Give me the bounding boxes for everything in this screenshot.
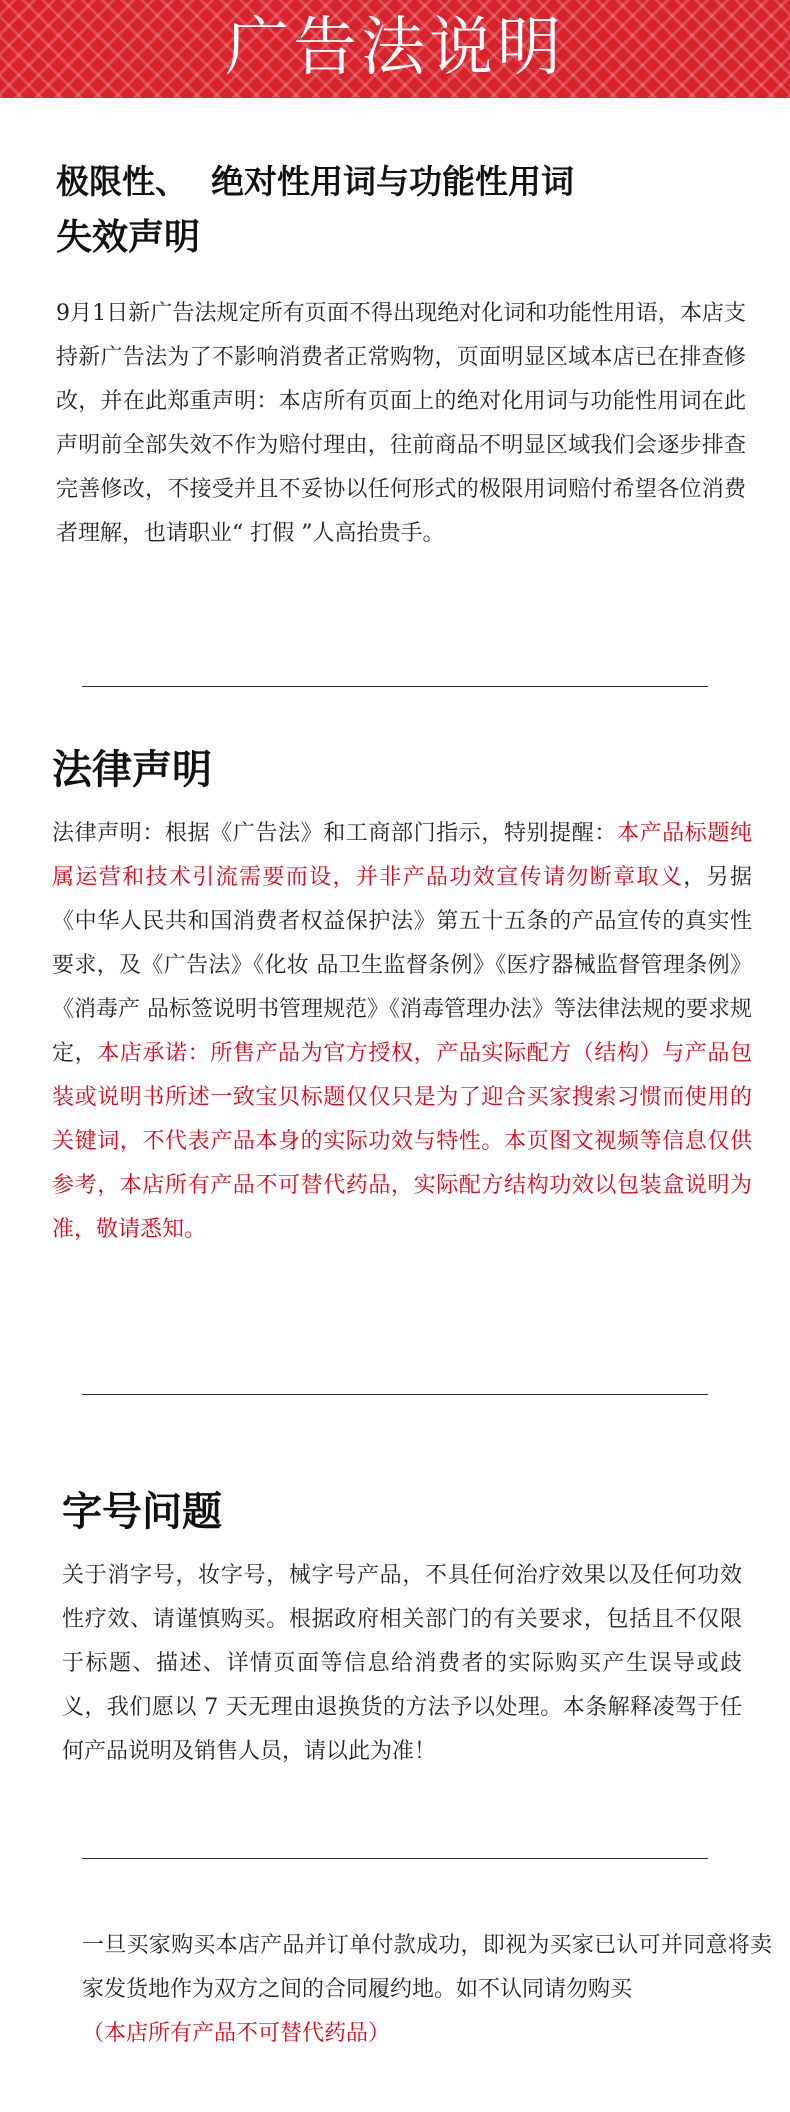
section4-red-note: （本店所有产品不可替代药品） bbox=[82, 2021, 391, 2046]
header-banner bbox=[0, 0, 790, 98]
section1-heading-line2: 失效声明 bbox=[56, 217, 201, 258]
section3-heading: 字号问题 bbox=[62, 1489, 222, 1535]
divider-3 bbox=[82, 1858, 708, 1859]
section1-heading-line1: 极限性、 绝对性用词与功能性用词 bbox=[56, 162, 574, 201]
section2-heading: 法律声明 bbox=[52, 747, 212, 793]
section3-body: 关于消字号，妆字号，械字号产品，不具任何治疗效果以及任何功效性疗效、请谨慎购买。根据政府相关部门的有关要求，包括且不仅限于标题、描述、详情页面等信息给消费者的实际购买产生误导或歧义，我们愿以 7 天无理由退换货的方法予以处理。本条解释凌驾于任何产品说明及销售人员，请以此为准！ bbox=[62, 1563, 742, 1764]
banner-title: 广告法说明 bbox=[225, 11, 565, 85]
section4-body bbox=[82, 1924, 772, 2056]
section2-body-part3: ，另据《中华人民共和国消费者权益保护法》第五十五条的产品宣传的真实性要求，及《广告法》《化妆 品卫生监督条例》《医疗器械监督管理条例》《消毒产 品标签说明书管理规范》《消毒管理办法》等法律法规的要求规定， bbox=[52, 865, 752, 1066]
section2-body-red1: 本产品标题纯属运营和技术引流需要而设，并非产品功效宣传请勿断章取义 bbox=[52, 821, 752, 890]
section2-body bbox=[52, 812, 752, 1252]
section2-body-red2: 本店承诺：所售产品为官方授权，产品实际配方（结构）与产品包装或说明书所述一致宝贝标题仅仅只是为了迎合买家搜索习惯而使用的关键词，不代表产品本身的实际功效与特性。本页图文视频等信息仅供参考，本店所有产品不可替代药品，实际配方结构功效以包装盒说明为准，敬请悉知。 bbox=[52, 1041, 752, 1242]
divider-2 bbox=[82, 1394, 708, 1395]
section2-body-part1: 法律声明：根据《广告法》和工商部门指示，特别提醒： bbox=[52, 821, 617, 846]
divider-1 bbox=[82, 686, 708, 687]
section4-text: 一旦买家购买本店产品并订单付款成功，即视为买家已认可并同意将卖家发货地作为双方之间的合同履约地。如不认同请勿购买 bbox=[82, 1933, 772, 2002]
section1-body: 9月1日新广告法规定所有页面不得出现绝对化词和功能性用语，本店支持新广告法为了不影响消费者正常购物，页面明显区域本店已在排查修改，并在此郑重声明：本店所有页面上的绝对化用词与功能性用词在此声明前全部失效不作为赔付理由，往前商品不明显区域我们会逐步排查完善修改，不接受并且不妥协以任何形式的极限用词赔付希望各位消费者理解，也请职业“ 打假 ”人高抬贵手。 bbox=[56, 301, 746, 546]
section1-heading bbox=[56, 154, 756, 266]
